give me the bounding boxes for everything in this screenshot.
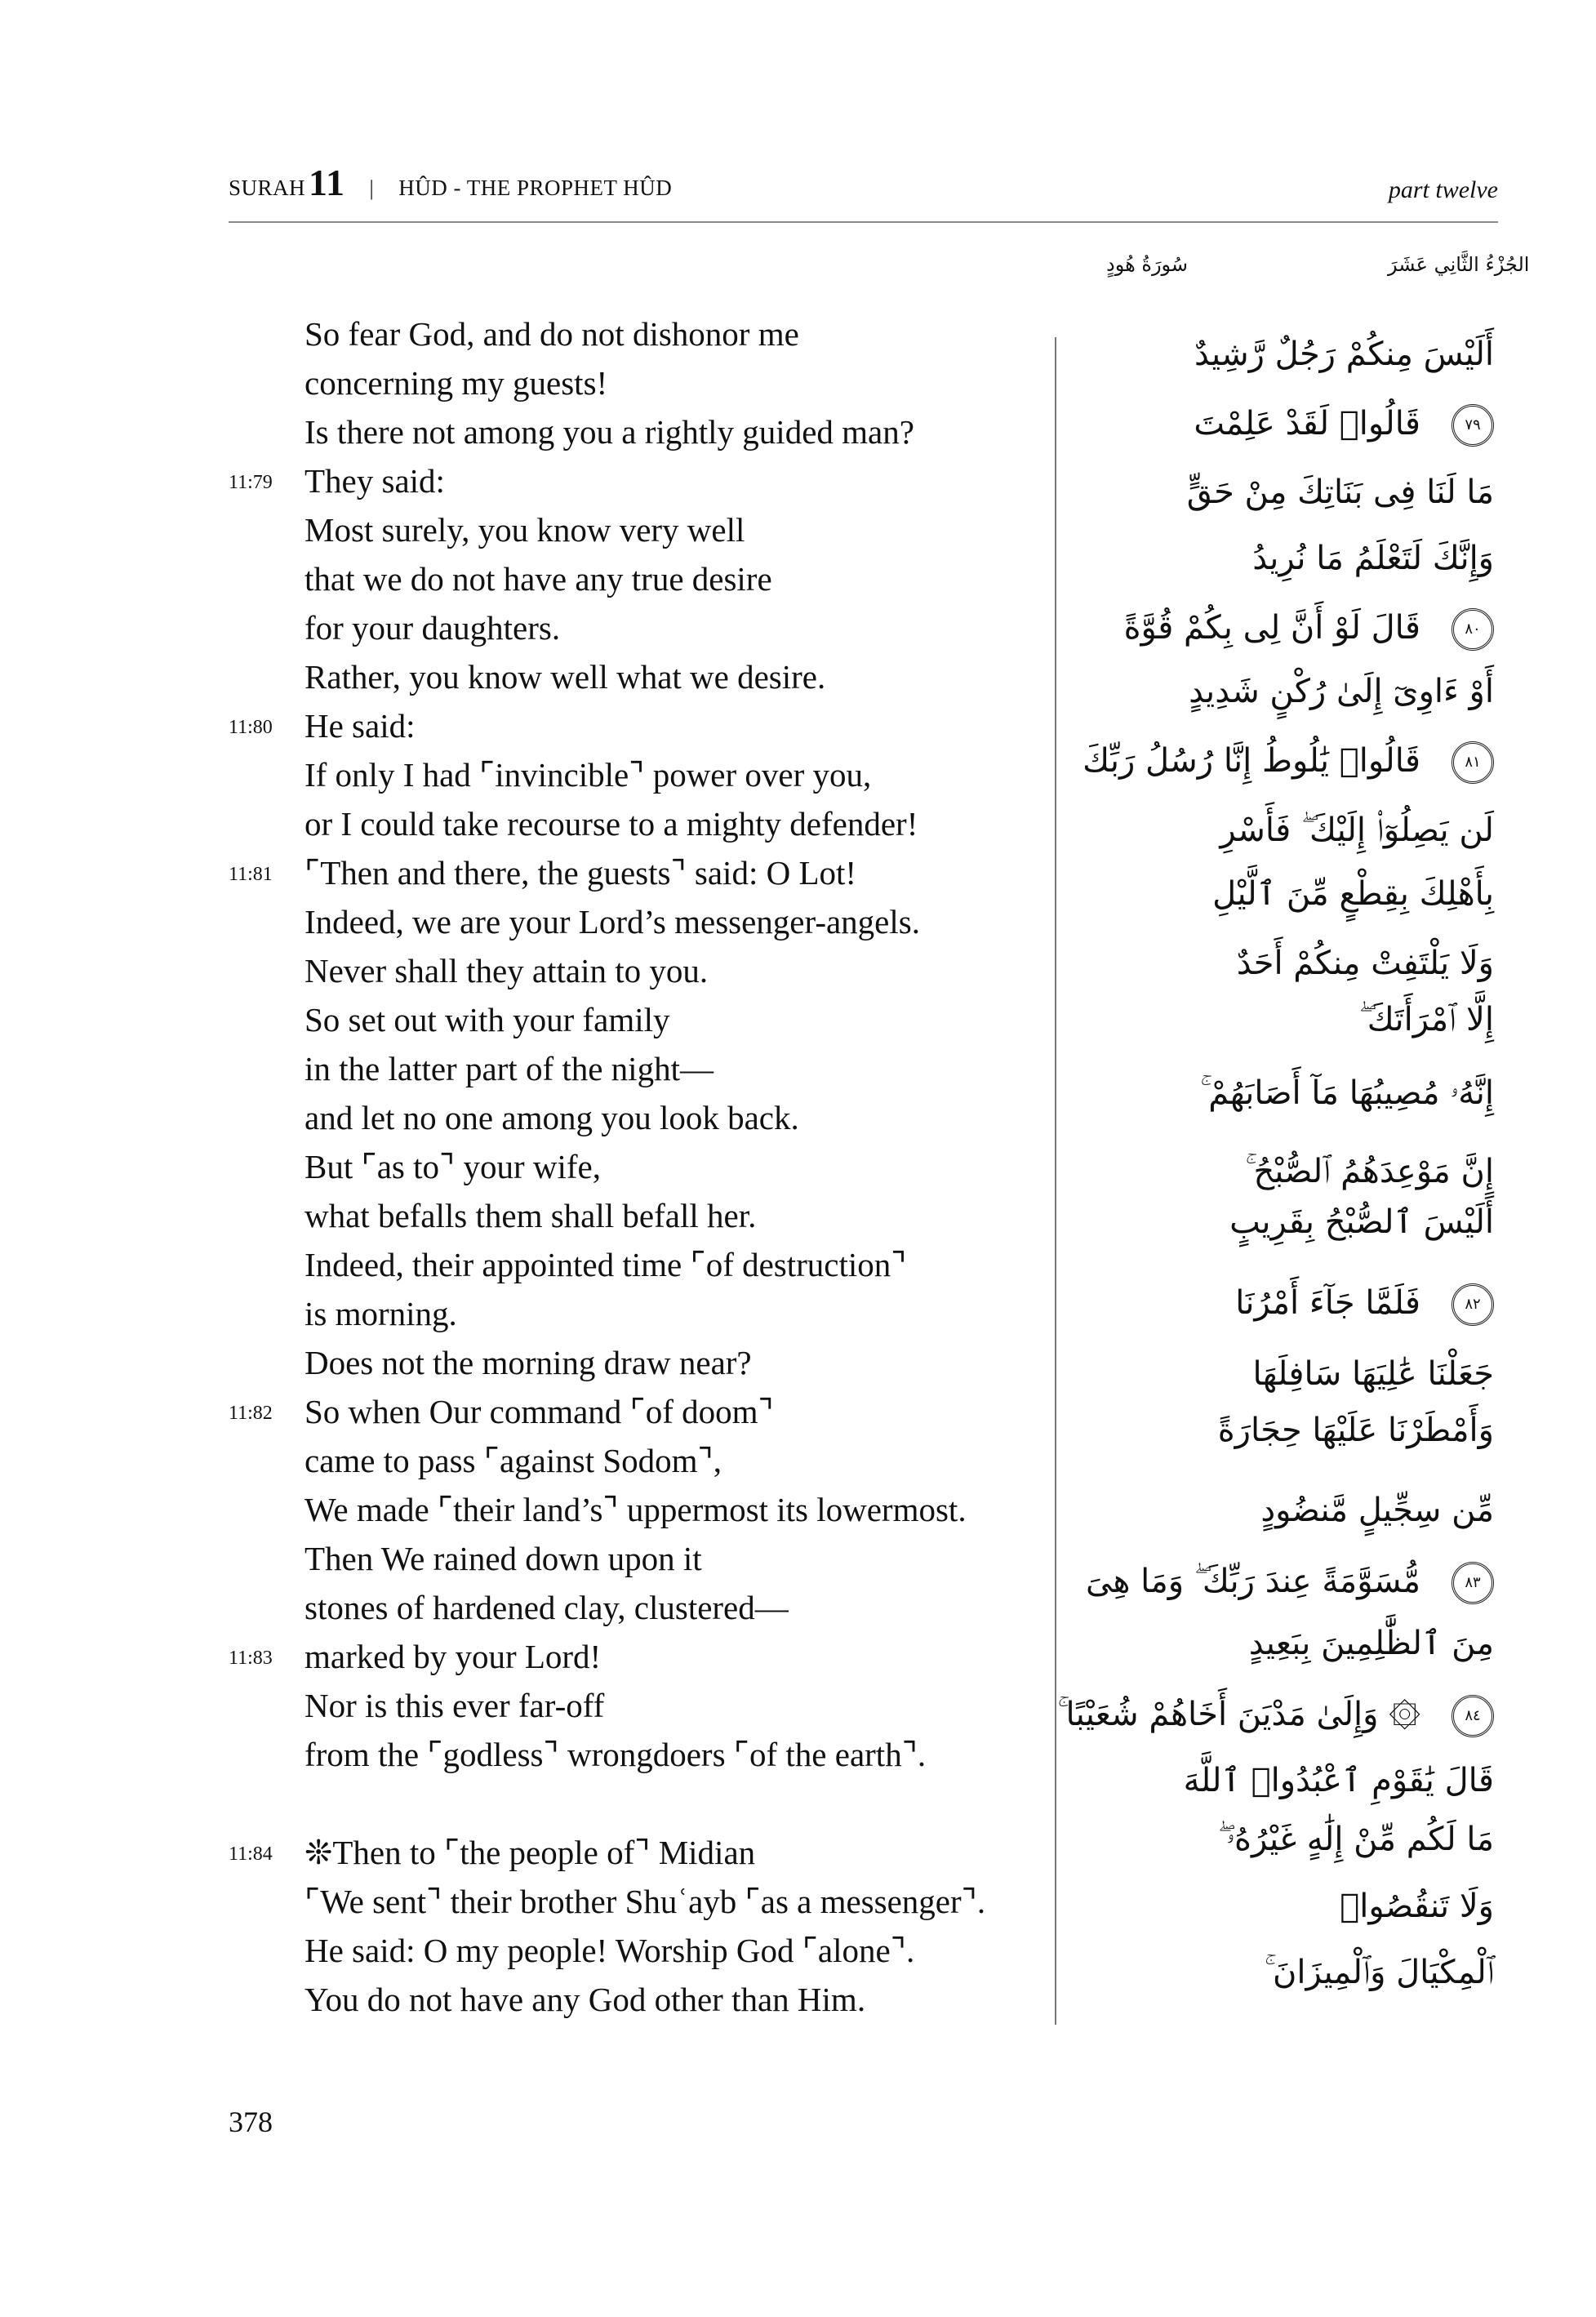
arabic-line bbox=[1086, 391, 1494, 456]
verse-line bbox=[229, 1191, 1045, 1240]
arabic-line bbox=[1083, 728, 1494, 794]
verse-number-marker: ٨٢ bbox=[1452, 1283, 1494, 1326]
verse-text: He said: bbox=[305, 707, 416, 745]
verse-text: ❊Then to ⌜the people of⌝ Midian bbox=[305, 1834, 756, 1871]
arabic-line bbox=[1086, 798, 1494, 863]
verse-text: what befalls them shall befall her. bbox=[305, 1197, 757, 1234]
verse-text: from the ⌜godless⌝ wrongdoers ⌜of the earth⌝. bbox=[305, 1736, 927, 1773]
verse-line bbox=[229, 1632, 1045, 1681]
arabic-verse-text: أَلَيْسَ ٱلصُّبْحُ بِقَرِيبٍ bbox=[1229, 1203, 1494, 1241]
arabic-juz-heading: الجُزْءُ الثَّانِي عَشَرَ bbox=[1388, 253, 1530, 276]
arabic-verse-text: قَالُوا۟ يَٰلُوطُ إِنَّا رُسُلُ رَبِّكَ bbox=[1083, 742, 1420, 780]
header-rule bbox=[229, 221, 1498, 223]
verse-text: marked by your Lord! bbox=[305, 1638, 602, 1675]
verse-line bbox=[229, 701, 1045, 750]
arabic-line bbox=[1086, 861, 1494, 927]
verse-text: ⌜Then and there, the guests⌝ said: O Lot! bbox=[305, 854, 857, 892]
arabic-line bbox=[1086, 460, 1494, 525]
verse-line bbox=[229, 309, 1045, 358]
column-divider bbox=[1055, 337, 1056, 2025]
verse-line bbox=[229, 505, 1045, 554]
verse-text: and let no one among you look back. bbox=[305, 1099, 799, 1136]
verse-line bbox=[229, 407, 1045, 456]
verse-text: is morning. bbox=[305, 1295, 457, 1332]
arabic-verse-text: قَالَ يَٰقَوْمِ ٱعْبُدُوا۟ ٱللَّهَ bbox=[1183, 1762, 1494, 1800]
arabic-verse-text: وَأَمْطَرْنَا عَلَيْهَا حِجَارَةً bbox=[1217, 1412, 1494, 1450]
arabic-verse-text: إِنَّ مَوْعِدَهُمُ ٱلصُّبْحُ ۚ bbox=[1245, 1153, 1494, 1191]
verse-line bbox=[229, 1387, 1045, 1436]
verse-text: Indeed, we are your Lord’s messenger-angels. bbox=[305, 903, 920, 941]
verse-text: Nor is this ever far-off bbox=[305, 1687, 605, 1724]
arabic-line bbox=[1086, 1940, 1494, 2005]
arabic-verse-text: إِلَّا ٱمْرَأَتَكَ ۖ bbox=[1358, 1000, 1494, 1038]
verse-line bbox=[229, 603, 1045, 652]
verse-text: But ⌜as to⌝ your wife, bbox=[305, 1148, 601, 1185]
arabic-verse-text: وَلَا يَلْتَفِتْ مِنكُمْ أَحَدٌ bbox=[1236, 945, 1494, 983]
verse-text: Is there not among you a rightly guided man? bbox=[305, 413, 914, 451]
arabic-verse-text: مِنَ ٱلظَّٰلِمِينَ بِبَعِيدٍ bbox=[1248, 1624, 1494, 1662]
arabic-line bbox=[1086, 1061, 1494, 1126]
verse-line bbox=[229, 456, 1045, 505]
verse-line bbox=[229, 1338, 1045, 1387]
verse-number-marker: ٨٤ bbox=[1452, 1695, 1494, 1737]
arabic-line bbox=[1086, 1398, 1494, 1463]
verse-line bbox=[229, 1240, 1045, 1289]
verse-line bbox=[229, 1877, 1045, 1926]
arabic-verse-text: قَالَ لَوْ أَنَّ لِى بِكُمْ قُوَّةً bbox=[1123, 609, 1420, 647]
arabic-verse-text: بِأَهْلِكَ بِقِطْعٍ مِّنَ ٱلَّيْلِ bbox=[1212, 875, 1494, 914]
verse-line bbox=[229, 1926, 1045, 1975]
verse-text: Rather, you know well what we desire. bbox=[305, 658, 826, 696]
verse-reference: 11:84 bbox=[229, 1843, 273, 1865]
verse-line bbox=[229, 946, 1045, 995]
verse-line bbox=[229, 897, 1045, 946]
verse-line bbox=[229, 554, 1045, 603]
arabic-verse-text: ۞ وَإِلَىٰ مَدْيَنَ أَخَاهُمْ شُعَيْبًا ۚ bbox=[1057, 1695, 1420, 1733]
verse-reference: 11:79 bbox=[229, 472, 273, 493]
arabic-verse-text: مُّسَوَّمَةً عِندَ رَبِّكَ ۖ وَمَا هِىَ bbox=[1086, 1562, 1420, 1600]
part-label: part twelve bbox=[1388, 176, 1498, 203]
arabic-line bbox=[1086, 1190, 1494, 1255]
verse-line bbox=[229, 799, 1045, 848]
verse-text: Does not the morning draw near? bbox=[305, 1344, 752, 1381]
surah-number: 11 bbox=[309, 162, 345, 203]
arabic-verse-text: ٱلْمِكْيَالَ وَٱلْمِيزَانَ ۚ bbox=[1264, 1954, 1494, 1992]
arabic-verse-text: أَلَيْسَ مِنكُمْ رَجُلٌ رَّشِيدٌ bbox=[1194, 336, 1494, 374]
verse-line bbox=[229, 1485, 1045, 1534]
arabic-surah-heading: سُورَةُ هُودٍ bbox=[1106, 253, 1189, 276]
arabic-verse-text: مِّن سِجِّيلٍ مَّنضُودٍ bbox=[1260, 1491, 1494, 1529]
verse-text: came to pass ⌜against Sodom⌝, bbox=[305, 1442, 722, 1479]
verse-reference: 11:81 bbox=[229, 864, 273, 885]
verse-text: for your daughters. bbox=[305, 609, 561, 647]
verse-line bbox=[229, 1828, 1045, 1877]
verse-line bbox=[229, 1975, 1045, 2024]
arabic-verse-text: إِنَّهُۥ مُصِيبُهَا مَآ أَصَابَهُمْ ۚ bbox=[1200, 1074, 1494, 1113]
arabic-line bbox=[1086, 1874, 1494, 1939]
verse-text: They said: bbox=[305, 462, 445, 500]
arabic-line bbox=[1086, 526, 1494, 591]
verse-reference: 11:83 bbox=[229, 1648, 273, 1669]
arabic-line bbox=[1086, 1478, 1494, 1543]
verse-text: We made ⌜their land’s⌝ uppermost its lowermost. bbox=[305, 1491, 967, 1528]
verse-reference: 11:80 bbox=[229, 717, 273, 738]
arabic-verse-text: فَلَمَّا جَآءَ أَمْرُنَا bbox=[1235, 1284, 1420, 1323]
arabic-verse-text: جَعَلْنَا عَٰلِيَهَا سَافِلَهَا bbox=[1252, 1355, 1494, 1394]
verse-text: stones of hardened clay, clustered— bbox=[305, 1589, 789, 1626]
verse-line bbox=[229, 1779, 1045, 1828]
arabic-verse-text: مَا لَنَا فِى بَنَاتِكَ مِنْ حَقٍّ bbox=[1186, 473, 1494, 511]
verse-line bbox=[229, 1730, 1045, 1779]
surah-label: SURAH bbox=[229, 176, 306, 200]
verse-number-marker: ٨٣ bbox=[1452, 1562, 1494, 1604]
verse-text: Most surely, you know very well bbox=[305, 511, 745, 549]
verse-line bbox=[229, 1142, 1045, 1191]
verse-line bbox=[229, 1681, 1045, 1730]
arabic-line bbox=[1086, 1549, 1494, 1614]
verse-line bbox=[229, 995, 1045, 1044]
verse-line bbox=[229, 1093, 1045, 1142]
arabic-verse-text: مَا لَكُم مِّنْ إِلَٰهٍ غَيْرُهُۥ ۖ bbox=[1217, 1821, 1494, 1859]
verse-number-marker: ٨٠ bbox=[1452, 608, 1494, 651]
verse-line bbox=[229, 1436, 1045, 1485]
arabic-verse-text: لَن يَصِلُوٓا۟ إِلَيْكَ ۖ فَأَسْرِ bbox=[1220, 812, 1494, 850]
arabic-line bbox=[1086, 1807, 1494, 1872]
verse-line bbox=[229, 1534, 1045, 1583]
verse-text: Then We rained down upon it bbox=[305, 1540, 702, 1577]
verse-line bbox=[229, 652, 1045, 701]
arabic-line bbox=[1086, 1748, 1494, 1813]
verse-text: in the latter part of the night— bbox=[305, 1050, 714, 1087]
verse-number-marker: ٨١ bbox=[1452, 741, 1494, 784]
verse-text: So set out with your family bbox=[305, 1001, 670, 1038]
arabic-line bbox=[1086, 322, 1494, 387]
arabic-verse-text: وَإِنَّكَ لَتَعْلَمُ مَا نُرِيدُ bbox=[1252, 540, 1494, 578]
verse-line bbox=[229, 848, 1045, 897]
verse-line bbox=[229, 358, 1045, 407]
arabic-line bbox=[1086, 1270, 1494, 1336]
header-separator: | bbox=[369, 176, 375, 200]
verse-line bbox=[229, 1289, 1045, 1338]
english-translation bbox=[229, 309, 1045, 2024]
verse-text: Indeed, their appointed time ⌜of destruction⌝ bbox=[305, 1246, 907, 1283]
surah-title: HÛD - THE PROPHET HÛD bbox=[398, 176, 673, 200]
verse-text: Never shall they attain to you. bbox=[305, 952, 709, 990]
arabic-line bbox=[1086, 1611, 1494, 1676]
verse-text: He said: O my people! Worship God ⌜alone⌝. bbox=[305, 1932, 915, 1969]
arabic-verse-text: أَوْ ءَاوِىٓ إِلَىٰ رُكْنٍ شَدِيدٍ bbox=[1189, 673, 1494, 711]
arabic-verse-text: وَلَا تَنقُصُوا۟ bbox=[1340, 1887, 1494, 1925]
verse-text: or I could take recourse to a mighty defender! bbox=[305, 805, 918, 843]
running-header bbox=[229, 163, 1498, 212]
verse-line bbox=[229, 1583, 1045, 1632]
verse-text: So fear God, and do not dishonor me bbox=[305, 315, 799, 353]
verse-text: You do not have any God other than Him. bbox=[305, 1981, 866, 2018]
surah-heading bbox=[229, 161, 672, 204]
verse-text: ⌜We sent⌝ their brother Shuʿayb ⌜as a messenger⌝. bbox=[305, 1883, 986, 1920]
arabic-line bbox=[1057, 1682, 1494, 1747]
verse-text: So when Our command ⌜of doom⌝ bbox=[305, 1393, 774, 1430]
verse-line bbox=[229, 1044, 1045, 1093]
verse-text: that we do not have any true desire bbox=[305, 560, 772, 598]
arabic-line bbox=[1086, 987, 1494, 1052]
arabic-line bbox=[1086, 595, 1494, 660]
verse-line bbox=[229, 750, 1045, 799]
arabic-verse-text: قَالُوا۟ لَقَدْ عَلِمْتَ bbox=[1194, 405, 1420, 443]
verse-number-marker: ٧٩ bbox=[1452, 404, 1494, 447]
verse-reference: 11:82 bbox=[229, 1403, 273, 1424]
verse-text: concerning my guests! bbox=[305, 364, 608, 402]
verse-text: If only I had ⌜invincible⌝ power over you, bbox=[305, 756, 872, 794]
page-number: 378 bbox=[229, 2106, 273, 2138]
arabic-line bbox=[1086, 659, 1494, 724]
